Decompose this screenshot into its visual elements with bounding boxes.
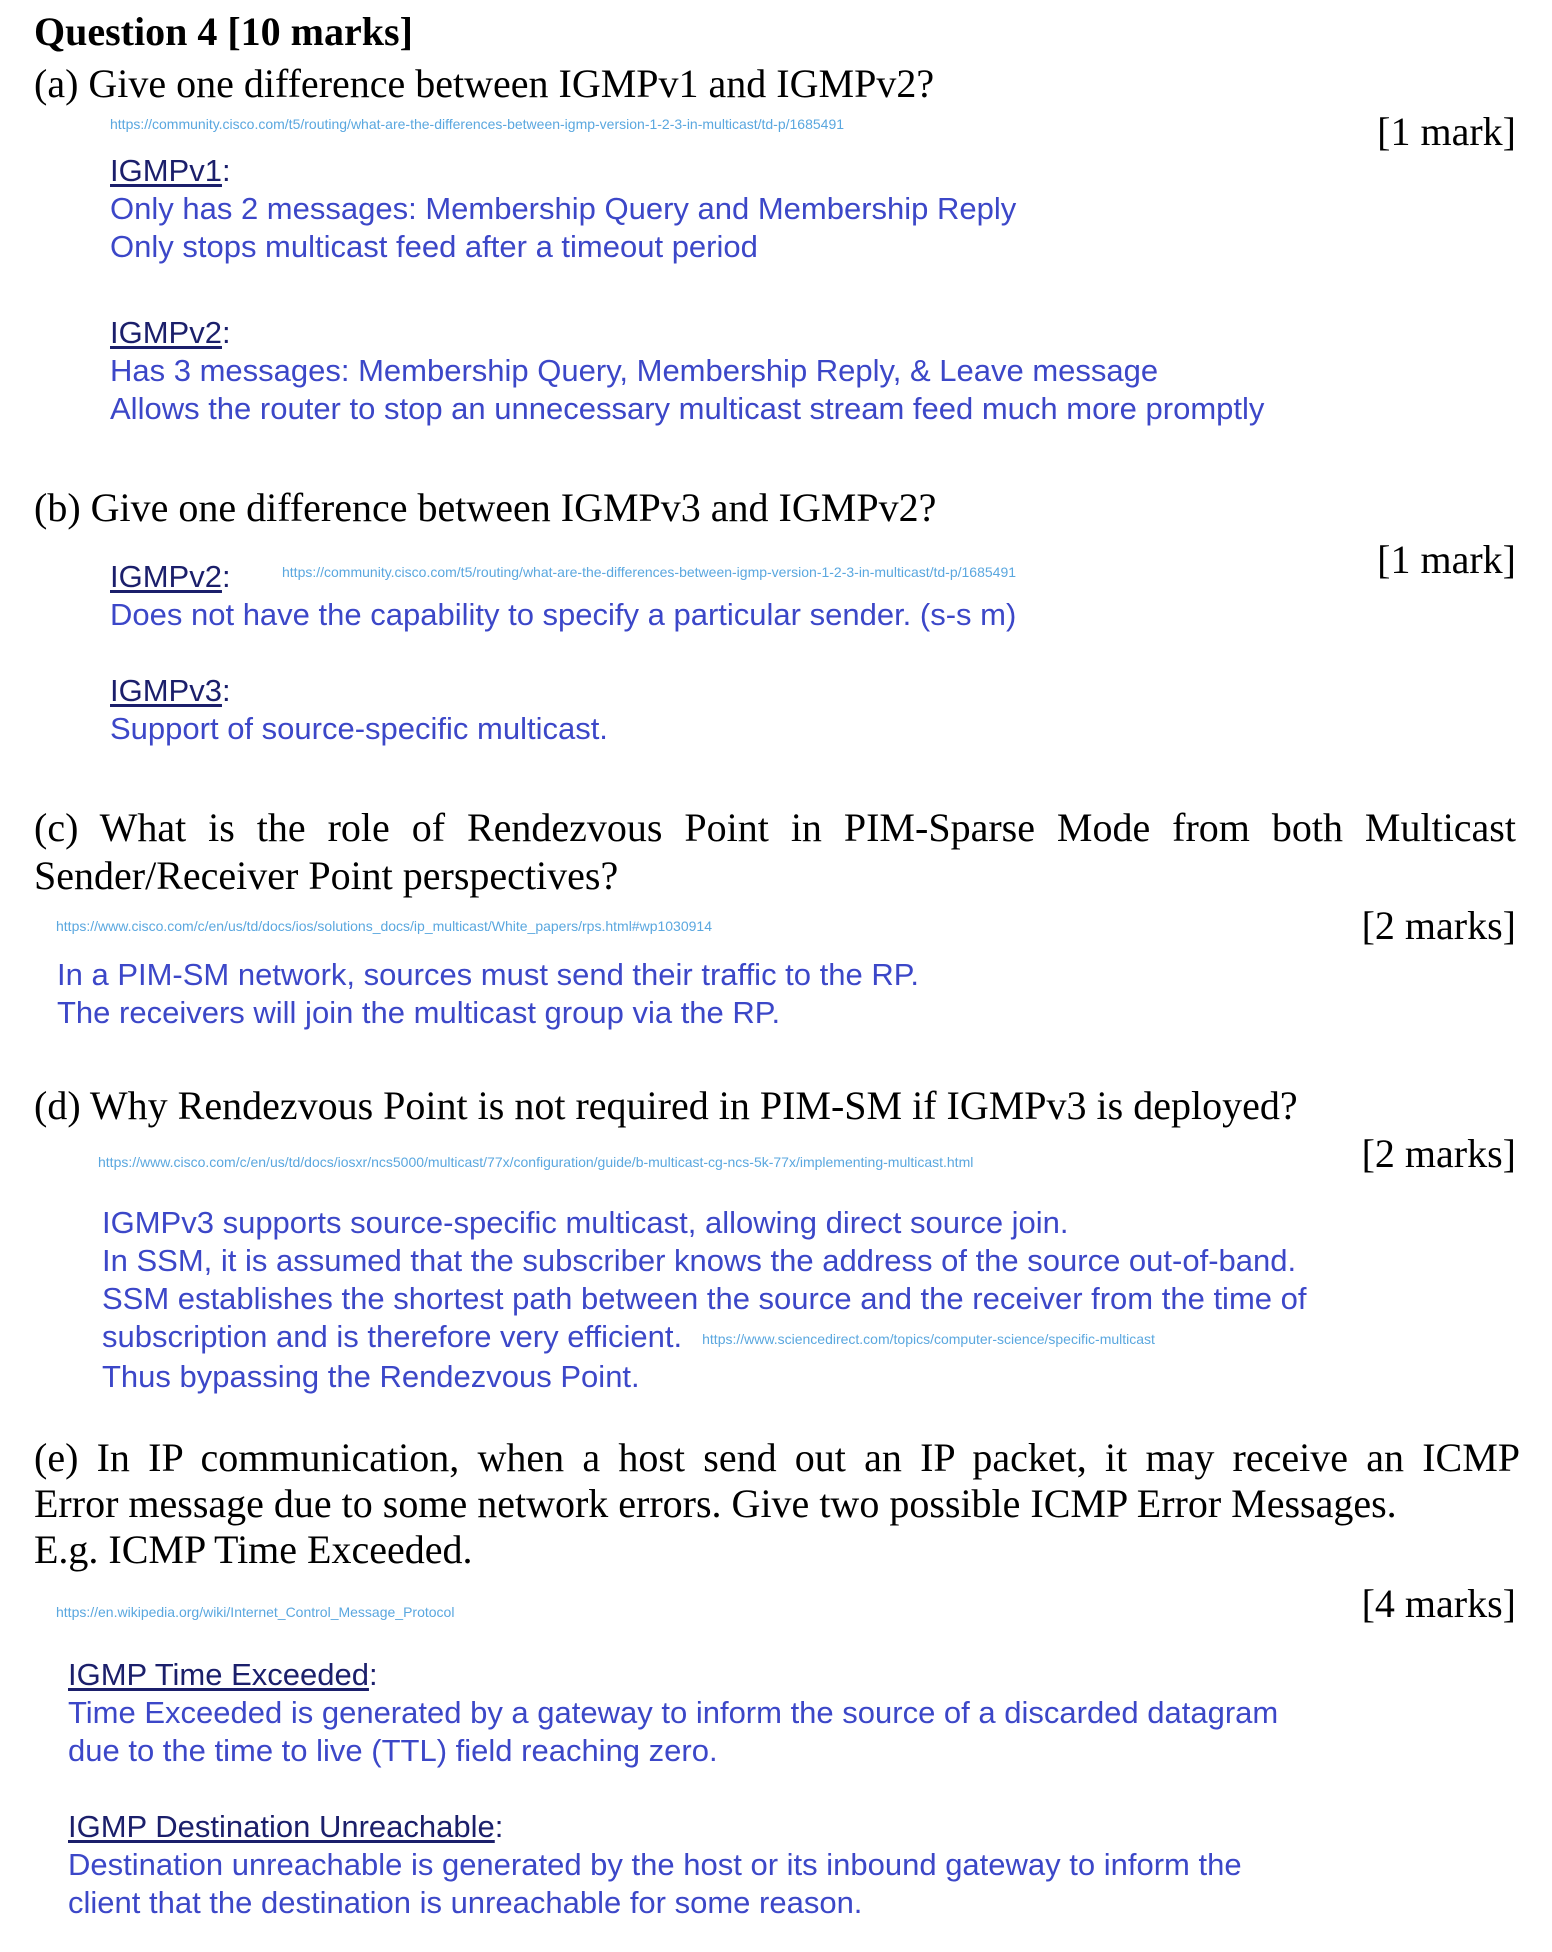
- answer-line: IGMPv3 supports source-specific multicast, allowing direct source join.: [102, 1205, 1069, 1240]
- answer-line: In a PIM-SM network, sources must send their traffic to the RP.: [57, 957, 920, 992]
- answer-line: Allows the router to stop an unnecessary multicast stream feed much more promptly: [110, 391, 1265, 426]
- igmpv1-label: IGMPv1: [110, 153, 222, 188]
- answer-line: client that the destination is unreachable for some reason.: [68, 1885, 863, 1920]
- answer-line: Only has 2 messages: Membership Query and Membership Reply: [110, 191, 1017, 226]
- answer-line: Thus bypassing the Rendezvous Point.: [102, 1358, 640, 1394]
- part-e-question-line1: (e) In IP communication, when a host send out an IP packet, it may receive an ICMP: [34, 1435, 1520, 1480]
- part-b-question: (b) Give one difference between IGMPv3 and IGMPv2?: [34, 485, 937, 530]
- part-c-answer: [57, 956, 919, 1032]
- igmpv2-label: IGMPv2: [110, 315, 222, 350]
- part-b-igmpv3-answer: IGMPv3: Support of source-specific multicast.: [110, 673, 608, 746]
- part-a-question: (a) Give one difference between IGMPv1 and IGMPv2?: [34, 61, 935, 106]
- part-b-url[interactable]: https://community.cisco.com/t5/routing/what-are-the-differences-between-igmp-version-1-2-3-in-multicast/td-p/1685491: [282, 564, 1017, 580]
- answer-line: Destination unreachable is generated by the host or its inbound gateway to inform the: [68, 1847, 1242, 1882]
- destination-unreachable-label: IGMP Destination Unreachable: [68, 1809, 495, 1844]
- igmpv2-label: IGMPv2: [110, 559, 222, 594]
- part-e-question-line2: Error message due to some network errors. Give two possible ICMP Error Messages.: [34, 1481, 1397, 1526]
- part-d-inline-url[interactable]: https://www.sciencedirect.com/topics/computer-science/specific-multicast: [702, 1330, 1155, 1347]
- answer-line: Has 3 messages: Membership Query, Membership Reply, & Leave message: [110, 353, 1159, 388]
- answer-line: Does not have the capability to specify a particular sender. (s-s m): [110, 597, 1017, 632]
- part-d-url[interactable]: https://www.cisco.com/c/en/us/td/docs/iosxr/ncs5000/multicast/77x/configuration/guide/b-multicast-cg-ncs-5k-77x/implementing-multicast.html: [98, 1154, 974, 1170]
- part-d-marks: [2 marks]: [1361, 1131, 1516, 1176]
- part-e-question-line3: E.g. ICMP Time Exceeded.: [34, 1527, 473, 1572]
- answer-line: Only stops multicast feed after a timeout period: [110, 229, 758, 264]
- part-b-igmpv2-answer: IGMPv2: Does not have the capability to specify a particular sender. (s-s m): [110, 559, 1017, 632]
- answer-line: In SSM, it is assumed that the subscriber knows the address of the source out-of-band.: [102, 1243, 1297, 1278]
- part-c-question-line2: Sender/Receiver Point perspectives?: [34, 853, 619, 898]
- answer-line: Time Exceeded is generated by a gateway to inform the source of a discarded datagram: [68, 1695, 1279, 1730]
- answer-line: Support of source-specific multicast.: [110, 711, 608, 746]
- part-c-question-line1: (c) What is the role of Rendezvous Point in PIM-Sparse Mode from both Multicast: [34, 805, 1516, 850]
- part-c-marks: [2 marks]: [1361, 903, 1516, 948]
- part-a-igmpv1-answer: IGMPv1: Only has 2 messages: Membership Query and Membership Reply Only stops multicast feed after a timeout period: [110, 153, 1017, 264]
- part-a-url[interactable]: https://community.cisco.com/t5/routing/what-are-the-differences-between-igmp-version-1-2-3-in-multicast/td-p/1685491: [110, 116, 845, 132]
- part-e-url[interactable]: https://en.wikipedia.org/wiki/Internet_Control_Message_Protocol: [56, 1604, 455, 1620]
- part-c-url[interactable]: https://www.cisco.com/c/en/us/td/docs/ios/solutions_docs/ip_multicast/White_papers/rps.html#wp1030914: [56, 918, 712, 934]
- part-e-time-exceeded-answer: IGMP Time Exceeded: Time Exceeded is generated by a gateway to inform the source of a discarded datagram due to the time to live (TTL) field reaching zero.: [68, 1657, 1279, 1768]
- part-a-igmpv2-answer: IGMPv2: Has 3 messages: Membership Query, Membership Reply, & Leave message Allows the router to stop an unnecessary multicast stream feed much more promptly: [110, 315, 1265, 426]
- question-title: Question 4 [10 marks]: [34, 9, 413, 54]
- part-a-marks: [1 mark]: [1377, 109, 1516, 154]
- part-d-question: (d) Why Rendezvous Point is not required in PIM-SM if IGMPv3 is deployed?: [34, 1083, 1298, 1128]
- part-e-marks: [4 marks]: [1361, 1581, 1516, 1626]
- igmpv3-label: IGMPv3: [110, 673, 222, 708]
- answer-line: The receivers will join the multicast group via the RP.: [57, 995, 781, 1030]
- part-b-marks: [1 mark]: [1377, 537, 1516, 582]
- answer-line: due to the time to live (TTL) field reaching zero.: [68, 1733, 718, 1768]
- time-exceeded-label: IGMP Time Exceeded: [68, 1657, 369, 1692]
- part-d-answer: [102, 1204, 1306, 1396]
- part-e-destination-unreachable-answer: IGMP Destination Unreachable: Destination unreachable is generated by the host or its inbound gateway to inform the client that the destination is unreachable for some reason.: [68, 1809, 1242, 1920]
- answer-line: subscription and is therefore very efficient.: [102, 1319, 683, 1354]
- answer-line: SSM establishes the shortest path between the source and the receiver from the time of: [102, 1281, 1307, 1316]
